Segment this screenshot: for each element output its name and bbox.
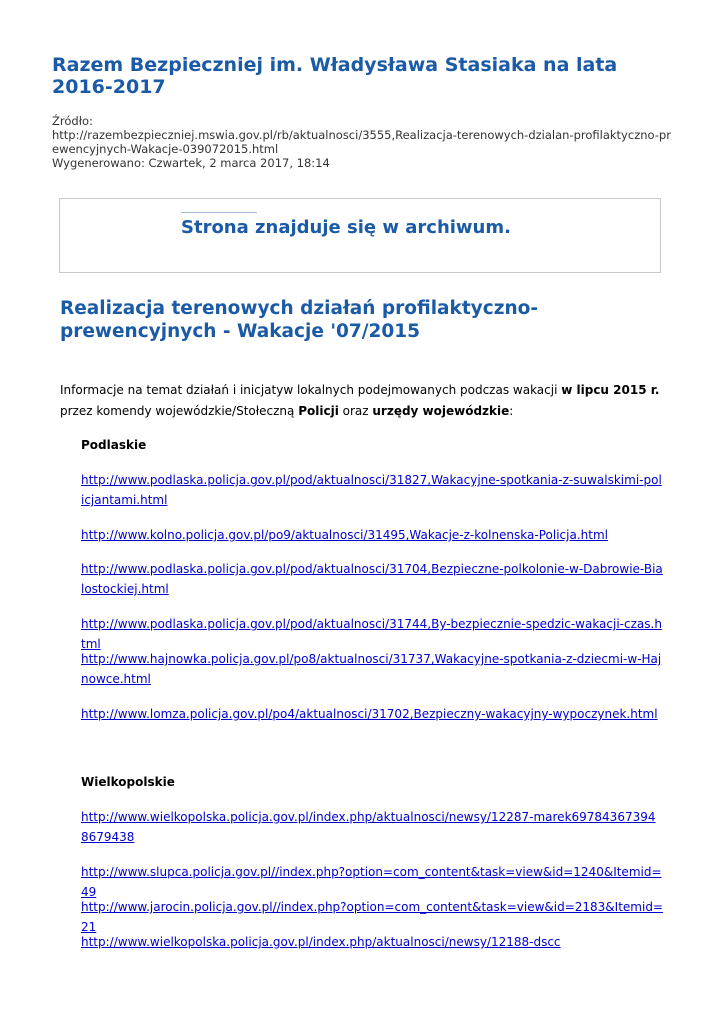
intro-text-3: oraz xyxy=(338,404,373,418)
article-link[interactable]: http://www.wielkopolska.policja.gov.pl/index.php/aktualnosci/newsy/12287-marek697843673948679438 xyxy=(81,810,656,844)
intro-bold-offices: urzędy wojewódzkie xyxy=(372,404,510,418)
article-intro xyxy=(60,380,660,422)
section-heading-podlaskie: Podlaskie xyxy=(81,438,147,452)
source-meta xyxy=(52,114,677,170)
article-link[interactable]: http://www.podlaska.policja.gov.pl/pod/aktualnosci/31704,Bezpieczne-polkolonie-w-Dabrowie-Bialostockiej.html xyxy=(81,562,663,596)
generated-timestamp: Wygenerowano: Czwartek, 2 marca 2017, 18:14 xyxy=(52,156,330,170)
article-link[interactable]: http://www.podlaska.policja.gov.pl/pod/aktualnosci/31744,By-bezpiecznie-spedzic-wakacji-czas.html xyxy=(81,617,662,651)
article-link[interactable]: http://www.hajnowka.policja.gov.pl/po8/aktualnosci/31737,Wakacyjne-spotkania-z-dziecmi-w-Hajnowce.html xyxy=(81,652,662,686)
article-link[interactable]: http://www.jarocin.policja.gov.pl//index.php?option=com_content&task=view&id=2183&Itemid=21 xyxy=(81,900,663,934)
intro-text-4: : xyxy=(509,404,514,418)
article-link[interactable]: http://www.wielkopolska.policja.gov.pl/index.php/aktualnosci/newsy/12188-dscc xyxy=(81,935,561,949)
source-label: Źródło: xyxy=(52,114,93,128)
article-link[interactable]: http://www.slupca.policja.gov.pl//index.php?option=com_content&task=view&id=1240&Itemid=49 xyxy=(81,865,662,899)
source-url: http://razembezpieczniej.mswia.gov.pl/rb/aktualnosci/3555,Realizacja-terenowych-dzialan-profilaktyczno-prewencyjnych-Wakacje-039072015.html xyxy=(52,128,671,156)
archive-notice: Strona znajduje się w archiwum. xyxy=(181,217,511,238)
article-link[interactable]: http://www.podlaska.policja.gov.pl/pod/aktualnosci/31827,Wakacyjne-spotkania-z-suwalskimi-policjantami.html xyxy=(81,473,662,507)
intro-bold-date: w lipcu 2015 r. xyxy=(561,383,660,397)
section-heading-wielkopolskie: Wielkopolskie xyxy=(81,775,175,789)
archive-divider xyxy=(181,212,257,213)
article-title: Realizacja terenowych działań profilaktyczno-prewencyjnych - Wakacje '07/2015 xyxy=(60,298,539,342)
intro-bold-police: Policji xyxy=(298,404,339,418)
article-link[interactable]: http://www.lomza.policja.gov.pl/po4/aktualnosci/31702,Bezpieczny-wakacyjny-wypoczynek.html xyxy=(81,707,658,721)
site-title: Razem Bezpieczniej im. Władysława Stasiaka na lata 2016-2017 xyxy=(52,54,618,98)
intro-text-2: przez komendy wojewódzkie/Stołeczną xyxy=(60,404,299,418)
archive-notice-box xyxy=(59,198,661,273)
intro-text-1: Informacje na temat działań i inicjatyw lokalnych podejmowanych podczas wakacji xyxy=(60,383,562,397)
article-link[interactable]: http://www.kolno.policja.gov.pl/po9/aktualnosci/31495,Wakacje-z-kolnenska-Policja.html xyxy=(81,528,608,542)
